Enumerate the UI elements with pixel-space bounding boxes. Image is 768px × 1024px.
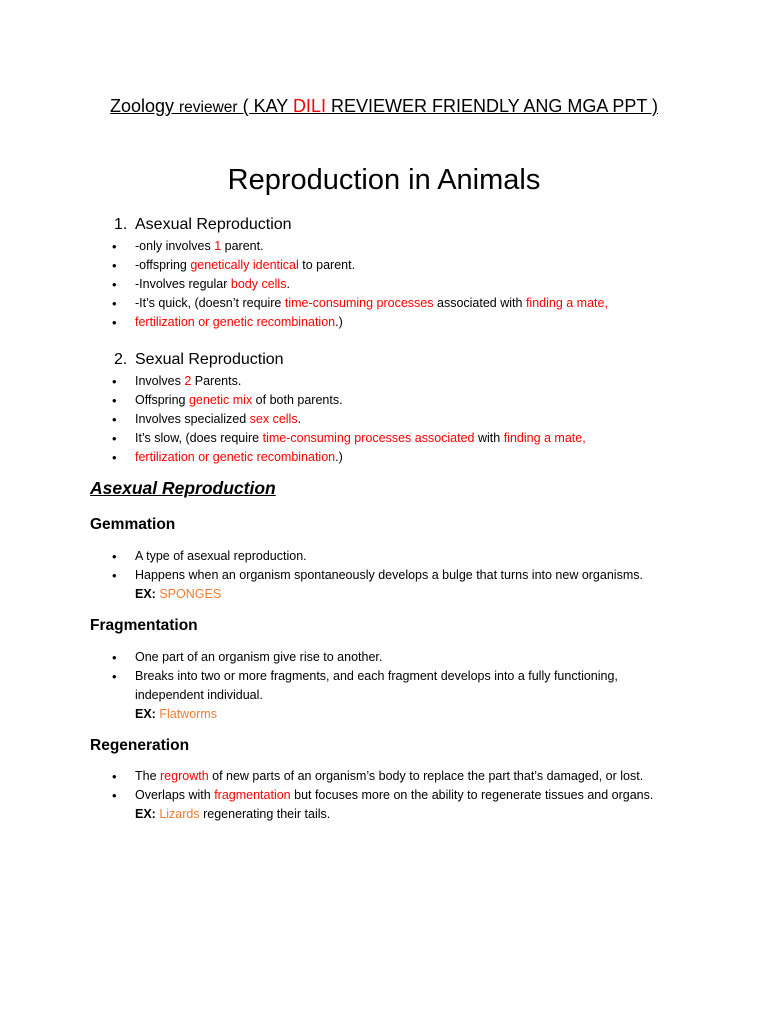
list-item: • Offspring genetic mix of both parents. <box>112 391 586 410</box>
gemmation-example: EX: SPONGES <box>135 587 222 601</box>
list-item: • -It’s quick, (doesn’t require time-consuming processes associated with finding a mate, <box>112 294 608 313</box>
list-item: • It’s slow, (does require time-consuming processes associated with finding a mate, <box>112 429 586 448</box>
list-item: • -Involves regular body cells. <box>112 275 608 294</box>
list-item: • fertilization or genetic recombination.) <box>112 313 608 332</box>
section-heading-asexual: Asexual Reproduction <box>90 478 276 498</box>
sexual-overview-list <box>112 372 586 467</box>
document-header <box>0 96 768 117</box>
list-item: • Involves specialized sex cells. <box>112 410 586 429</box>
list-item: • fertilization or genetic recombination.) <box>112 448 586 467</box>
fragmentation-list <box>112 648 655 705</box>
asexual-overview-heading: 1. Asexual Reproduction <box>114 216 292 233</box>
regeneration-example: EX: Lizards regenerating their tails. <box>135 807 331 821</box>
header-zoology: Zoology <box>109 96 179 116</box>
header-rest: REVIEWER FRIENDLY ANG MGA PPT ) <box>325 96 659 116</box>
asexual-overview-list <box>112 237 608 332</box>
list-item: • -offspring genetically identical to parent. <box>112 256 608 275</box>
list-item: • One part of an organism give rise to another. <box>112 648 655 667</box>
list-item: • Breaks into two or more fragments, and each fragment develops into a fully functioning, independent individual. <box>112 667 655 705</box>
list-item: • The regrowth of new parts of an organism’s body to replace the part that’s damaged, or lost. <box>112 767 653 786</box>
list-item: • -only involves 1 parent. <box>112 237 608 256</box>
page-title: Reproduction in Animals <box>227 164 541 196</box>
list-item: • Happens when an organism spontaneously develops a bulge that turns into new organisms. <box>112 566 643 585</box>
list-item: • Overlaps with fragmentation but focuses more on the ability to regenerate tissues and organs. <box>112 786 653 805</box>
gemmation-list <box>112 547 643 585</box>
gemmation-heading: Gemmation <box>90 516 176 533</box>
regeneration-heading: Regeneration <box>90 737 190 754</box>
regeneration-list <box>112 767 653 805</box>
header-dili: DILI <box>292 96 326 116</box>
header-kay: ( KAY <box>237 96 293 116</box>
list-item: • A type of asexual reproduction. <box>112 547 643 566</box>
header-reviewer: reviewer <box>179 99 238 116</box>
sexual-overview-heading: 2. Sexual Reproduction <box>114 351 284 368</box>
fragmentation-heading: Fragmentation <box>90 617 198 634</box>
list-item: • Involves 2 Parents. <box>112 372 586 391</box>
fragmentation-example: EX: Flatworms <box>135 707 217 721</box>
